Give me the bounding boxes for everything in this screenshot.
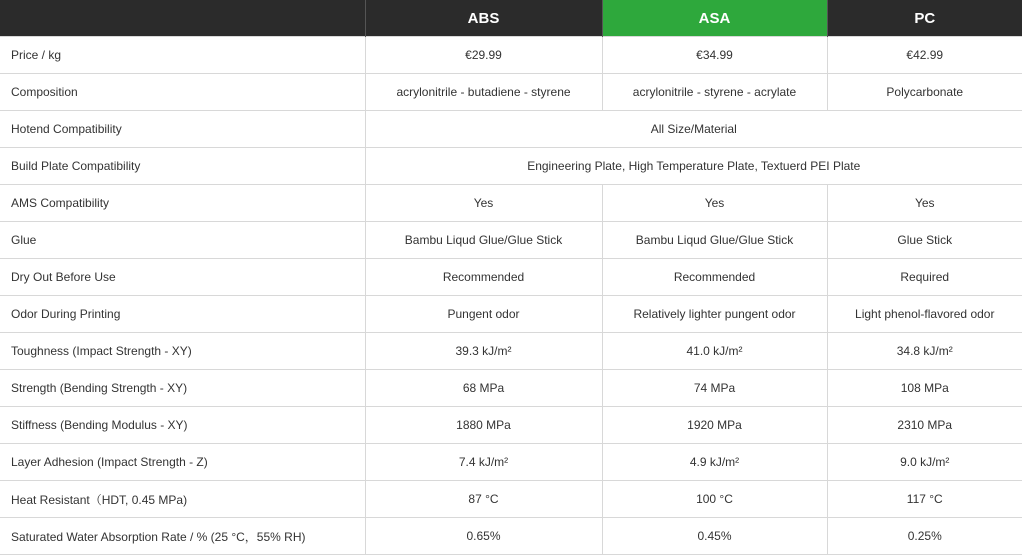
- table-cell-merged: Engineering Plate, High Temperature Plate, Textuerd PEI Plate: [365, 148, 1022, 185]
- table-row: [0, 37, 1022, 74]
- table-cell: Yes: [365, 185, 602, 222]
- table-cell: acrylonitrile - styrene - acrylate: [602, 74, 827, 111]
- row-label: Composition: [0, 74, 365, 111]
- table-cell: Required: [827, 259, 1022, 296]
- header-asa: ASA: [602, 0, 827, 37]
- table-cell: 0.25%: [827, 518, 1022, 555]
- table-row: [0, 222, 1022, 259]
- table-cell: 39.3 kJ/m²: [365, 333, 602, 370]
- table-body: [0, 37, 1022, 555]
- table-row: [0, 407, 1022, 444]
- table-cell: €29.99: [365, 37, 602, 74]
- table-cell: Bambu Liqud Glue/Glue Stick: [602, 222, 827, 259]
- table-cell: 34.8 kJ/m²: [827, 333, 1022, 370]
- row-label: Stiffness (Bending Modulus - XY): [0, 407, 365, 444]
- header-corner: [0, 0, 365, 37]
- table-row: [0, 259, 1022, 296]
- row-label: Heat Resistant（HDT, 0.45 MPa): [0, 481, 365, 518]
- table-cell: 9.0 kJ/m²: [827, 444, 1022, 481]
- table-cell: €34.99: [602, 37, 827, 74]
- table-row: [0, 370, 1022, 407]
- table-cell: Polycarbonate: [827, 74, 1022, 111]
- row-label: Saturated Water Absorption Rate / % (25 °C，55% RH): [0, 518, 365, 555]
- row-label: Strength (Bending Strength - XY): [0, 370, 365, 407]
- row-label: Price / kg: [0, 37, 365, 74]
- header-pc: PC: [827, 0, 1022, 37]
- header-abs: ABS: [365, 0, 602, 37]
- table-row: [0, 518, 1022, 555]
- table-cell: Bambu Liqud Glue/Glue Stick: [365, 222, 602, 259]
- table-cell: 2310 MPa: [827, 407, 1022, 444]
- table-cell: Glue Stick: [827, 222, 1022, 259]
- row-label: Odor During Printing: [0, 296, 365, 333]
- table-row: [0, 148, 1022, 185]
- row-label: Toughness (Impact Strength - XY): [0, 333, 365, 370]
- table-cell: 117 °C: [827, 481, 1022, 518]
- table-row: [0, 333, 1022, 370]
- table-cell: 74 MPa: [602, 370, 827, 407]
- table-cell: acrylonitrile - butadiene - styrene: [365, 74, 602, 111]
- table-cell-merged: All Size/Material: [365, 111, 1022, 148]
- table-cell: 0.45%: [602, 518, 827, 555]
- row-label: Dry Out Before Use: [0, 259, 365, 296]
- row-label: Hotend Compatibility: [0, 111, 365, 148]
- row-label: AMS Compatibility: [0, 185, 365, 222]
- table-row: [0, 481, 1022, 518]
- table-cell: Yes: [827, 185, 1022, 222]
- table-cell: Recommended: [365, 259, 602, 296]
- table-row: [0, 185, 1022, 222]
- table-row: [0, 111, 1022, 148]
- row-label: Glue: [0, 222, 365, 259]
- table-row: [0, 74, 1022, 111]
- table-cell: Light phenol-flavored odor: [827, 296, 1022, 333]
- table-cell: Yes: [602, 185, 827, 222]
- row-label: Build Plate Compatibility: [0, 148, 365, 185]
- table-cell: Relatively lighter pungent odor: [602, 296, 827, 333]
- table-cell: 108 MPa: [827, 370, 1022, 407]
- table-cell: €42.99: [827, 37, 1022, 74]
- table-cell: 100 °C: [602, 481, 827, 518]
- table-cell: 1880 MPa: [365, 407, 602, 444]
- table-cell: 0.65%: [365, 518, 602, 555]
- row-label: Layer Adhesion (Impact Strength - Z): [0, 444, 365, 481]
- table-cell: 68 MPa: [365, 370, 602, 407]
- table-row: [0, 296, 1022, 333]
- table-cell: 87 °C: [365, 481, 602, 518]
- table-cell: 4.9 kJ/m²: [602, 444, 827, 481]
- table-cell: 1920 MPa: [602, 407, 827, 444]
- table-cell: Pungent odor: [365, 296, 602, 333]
- table-row: [0, 444, 1022, 481]
- header-row: [0, 0, 1022, 37]
- table-cell: Recommended: [602, 259, 827, 296]
- table-cell: 41.0 kJ/m²: [602, 333, 827, 370]
- table-cell: 7.4 kJ/m²: [365, 444, 602, 481]
